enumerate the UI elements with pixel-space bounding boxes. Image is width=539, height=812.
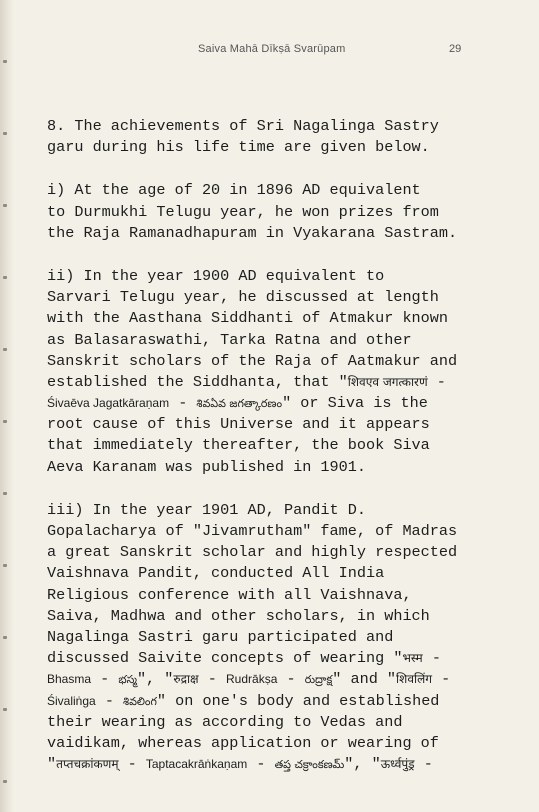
text-line: 8. The achievements of Sri Nagalinga Sastry (47, 117, 439, 135)
page-number: 29 (449, 43, 462, 55)
text-line: i) At the age of 20 in 1896 AD equivalent (47, 181, 421, 200)
text-run: " and " (332, 670, 397, 689)
transliteration-term: Śivaēva Jagatkāraṇam (47, 396, 170, 411)
devanagari-term: भस्म (402, 651, 423, 666)
text-run: discussed Saivite concepts of wearing " (47, 649, 403, 668)
paragraph-iii (47, 500, 499, 775)
text-line: that immediately thereafter, the book Siva (47, 436, 430, 455)
text-run: " on one's body and established (156, 691, 440, 710)
text-line: a great Sanskrit scholar and highly respected (47, 543, 458, 562)
text-run: established the Siddhanta, that " (47, 372, 348, 391)
text-line: Religious conference with all Vaishnava, (47, 585, 412, 604)
transliteration-term: Bhasma (47, 672, 92, 687)
text-line: Vaishnava Pandit, conducted All India (47, 564, 385, 583)
body-text (47, 116, 499, 797)
text-line-mixed: Bhasma - భస్మ", "रुद्राक्ष - Rudrākṣa - రుద్రాక్ష" and "शिवलिंग - (47, 670, 451, 689)
text-line: Sarvari Telugu year, he discussed at length (47, 288, 439, 307)
text-line: Aeva Karanam was published in 1901. (47, 457, 366, 476)
paragraph-i (47, 180, 499, 244)
telugu-term: భస్మ (118, 673, 137, 687)
text-line: Nagalinga Sastri garu participated and (47, 627, 394, 646)
binding-hole (3, 780, 7, 783)
devanagari-term: तप्तचक्रांकणम् (56, 757, 119, 772)
devanagari-term: ऊर्ध्वपुंड्र (380, 757, 415, 772)
text-line: vaidikam, whereas application or wearing of (47, 733, 439, 752)
text-line: iii) In the year 1901 AD, Pandit D. (47, 500, 366, 519)
binding-hole (3, 276, 7, 279)
text-line: root cause of this Universe and it appears (47, 415, 430, 434)
text-line: garu during his life time are given below. (47, 138, 430, 157)
text-line-mixed (47, 648, 499, 669)
binding-hole (3, 708, 7, 711)
text-line: Saiva, Madhwa and other scholars, in which (47, 606, 430, 625)
binding-hole (3, 348, 7, 351)
text-line: Gopalacharya of "Jivamrutham" fame, of Madras (47, 522, 458, 540)
text-line-mixed (47, 372, 499, 393)
text-line-mixed: "तप्तचक्रांकणम् - Taptacakrāṅkaṇam - తప్త చక్రాంకణమ్", "ऊर्ध्वपुंड्र - (47, 755, 433, 774)
devanagari-term: रुद्राक्ष (173, 672, 199, 687)
transliteration-term: Taptacakrāṅkaṇam (145, 757, 248, 772)
telugu-term: శివఏవ జగత్కారణం (196, 397, 283, 411)
text-line-mixed (47, 393, 499, 414)
text-line-mixed: Śivaliṅga - శివలింగ" on one's body and established (47, 691, 440, 710)
telugu-term: తప్త చక్రాంకణమ్ (274, 758, 345, 772)
text-line: the Raja Ramanadhapuram in Vyakarana Sastram. (47, 223, 458, 242)
text-line: as Balasaraswathi, Tarka Ratna and other (47, 330, 412, 349)
binding-hole (3, 204, 7, 207)
binding-hole (3, 420, 7, 423)
running-title: Saiva Mahā Dīkṣā Svarūpam (198, 43, 346, 55)
paragraph-ii (47, 266, 499, 478)
binding-hole (3, 492, 7, 495)
text-line: ii) In the year 1900 AD equivalent to (47, 266, 385, 285)
devanagari-term: शिवएव जगत्कारणं (347, 374, 428, 389)
binding-hole (3, 132, 7, 135)
binding-hole (3, 636, 7, 639)
text-line: with the Aasthana Siddhanti of Atmakur known (47, 309, 449, 328)
telugu-term: శివలింగ (123, 694, 157, 708)
text-run: - (169, 394, 197, 413)
text-run: " or Siva is the (282, 394, 428, 413)
text-line: to Durmukhi Telugu year, he won prizes from (47, 202, 439, 221)
transliteration-term: Śivaliṅga (47, 693, 96, 708)
devanagari-term: शिवलिंग (396, 672, 432, 687)
text-run: - (427, 372, 446, 391)
binding-hole (3, 564, 7, 567)
paragraph-8 (47, 116, 499, 158)
binding-edge (0, 0, 14, 812)
transliteration-term: Rudrākṣa (226, 672, 278, 687)
text-line: Sanskrit scholars of the Raja of Aatmakur and (47, 351, 458, 370)
text-line: their wearing as according to Vedas and (47, 712, 403, 731)
binding-hole (3, 60, 7, 63)
running-header (0, 43, 539, 59)
telugu-term: రుద్రాక్ష (304, 673, 333, 687)
text-run: - (422, 649, 441, 668)
